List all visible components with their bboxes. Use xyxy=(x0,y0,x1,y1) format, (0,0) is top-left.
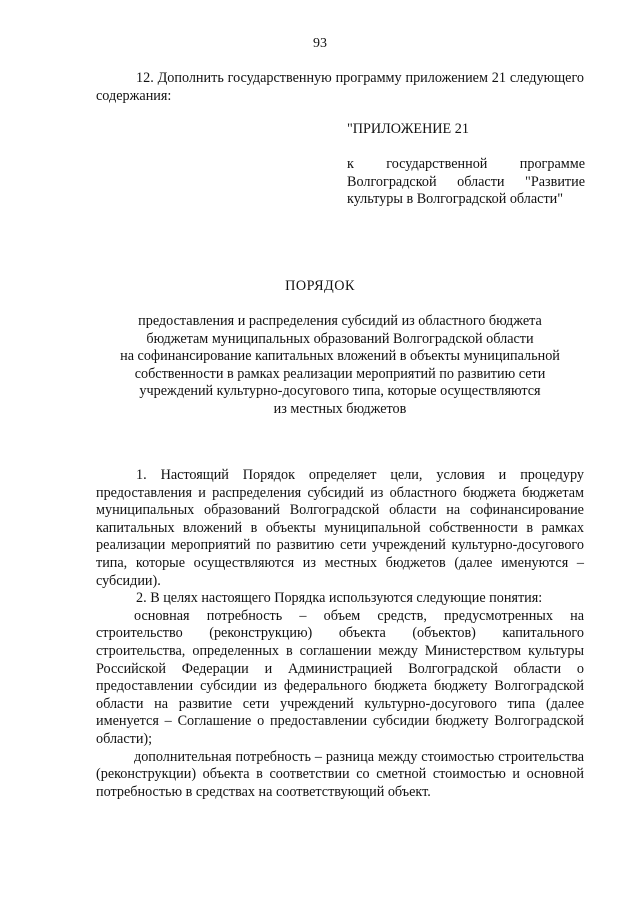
appendix-reference: к государственной программе Волгоградской области "Развитие культуры в Волгоградской области" xyxy=(347,156,585,208)
subtitle-line: собственности в рамках реализации мероприятий по развитию сети xyxy=(134,365,546,382)
subtitle-line: на софинансирование капитальных вложений в объекты муниципальной xyxy=(120,348,560,365)
paragraph-additional-need: дополнительная потребность – разница между стоимостью строительства (реконструкции) объекта в соответствии со сметной стоимостью и основной потребностью в средствах на соответствующий объект. xyxy=(96,748,584,800)
paragraph-basic-need: основная потребность – объем средств, предусмотренных на строительство (реконструкцию) объекта (объектов) капитального строительства, определенных в соглашении между Министерством культуры Российской Федерации и Администрацией Волгоградской области о предоставлении субсидии из федерального бюджета бюджету Волгоградской области на развитие сети учреждений культурно-досугового типа (далее именуется – Соглашение о предоставлении субсидии бюджету Волгоградской области); xyxy=(96,607,584,747)
subtitle-line: предоставления и распределения субсидий из областного бюджета xyxy=(138,313,542,329)
intro-paragraph: 12. Дополнить государственную программу приложением 21 следующего содержания: xyxy=(96,70,584,104)
document-title: ПОРЯДОК xyxy=(285,278,355,294)
page-number: 93 xyxy=(313,36,327,51)
main-text xyxy=(96,467,584,801)
subtitle-line: из местных бюджетов xyxy=(273,400,407,417)
intro-block xyxy=(96,70,584,105)
subtitle-line: учреждений культурно-досугового типа, которые осуществляются xyxy=(139,383,541,400)
appendix-title: "ПРИЛОЖЕНИЕ 21 xyxy=(347,121,469,137)
paragraph-purpose: 1. Настоящий Порядок определяет цели, условия и процедуру предоставления и распределения субсидий из областного бюджета бюджетам муниципальных образований Волгоградской области на софинансирование капитальных вложений в объекты муниципальной собственности в рамках реализации мероприятий по развитию сети учреждений культурно-досугового типа, которые осуществляются из местных бюджетов (далее именуются – субсидии). xyxy=(96,467,584,589)
subtitle-line: бюджетам муниципальных образований Волгоградской области xyxy=(146,330,534,347)
document-subtitle xyxy=(96,313,584,419)
paragraph-definitions-intro: 2. В целях настоящего Порядка используются следующие понятия: xyxy=(136,590,543,607)
